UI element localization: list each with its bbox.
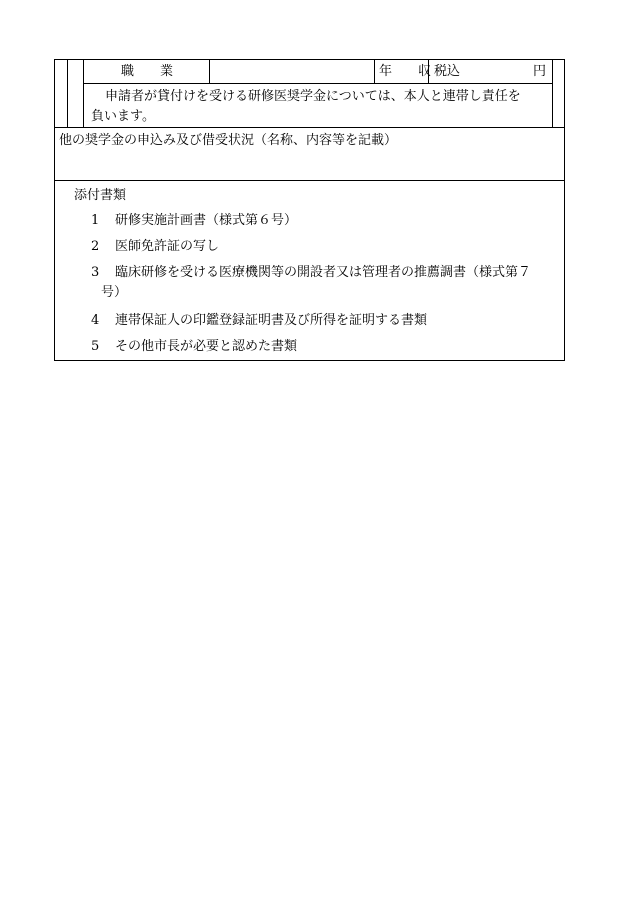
guarantor-table-fragment: [54, 59, 565, 127]
attachment-item-number: 4: [91, 313, 100, 328]
attachment-item-number: 1: [91, 213, 100, 228]
attachments-heading: 添付書類: [74, 188, 127, 203]
column-divider: [83, 60, 84, 127]
attachment-item-text-continued: 号）: [101, 285, 128, 300]
column-divider: [67, 60, 68, 127]
joint-liability-line1: 申請者が貸付けを受ける研修医奨学金については、本人と連帯し責任を: [105, 89, 521, 104]
joint-liability-line2: 負います。: [91, 109, 155, 124]
attachment-item-text: 医師免許証の写し: [115, 239, 220, 254]
attachment-item-text: 研修実施計画書（様式第６号）: [115, 213, 298, 228]
other-scholarship-field[interactable]: [59, 154, 559, 176]
row-divider: [83, 83, 552, 84]
other-scholarship-section: [54, 127, 565, 181]
attachment-item-text: その他市長が必要と認めた書類: [115, 339, 298, 354]
attachment-item-text: 連帯保証人の印鑑登録証明書及び所得を証明する書類: [115, 313, 428, 328]
income-prefix: 税込: [434, 64, 461, 79]
income-field[interactable]: [459, 62, 529, 82]
column-divider: [552, 60, 553, 127]
other-scholarship-heading: 他の奨学金の申込み及び借受状況（名称、内容等を記載）: [59, 133, 398, 148]
column-divider: [209, 60, 210, 83]
occupation-field[interactable]: [215, 62, 370, 82]
income-unit: 円: [533, 64, 547, 79]
attachment-item-text: 臨床研修を受ける医療機関等の開設者又は管理者の推薦調書（様式第７: [115, 265, 532, 280]
attachment-item-number: 5: [91, 339, 100, 354]
attachments-section: [54, 180, 565, 361]
attachment-item-number: 3: [91, 265, 100, 280]
attachment-item-number: 2: [91, 239, 100, 254]
occupation-label: 職 業: [121, 64, 174, 79]
income-label: 年 収: [379, 64, 432, 79]
column-divider: [374, 60, 375, 83]
